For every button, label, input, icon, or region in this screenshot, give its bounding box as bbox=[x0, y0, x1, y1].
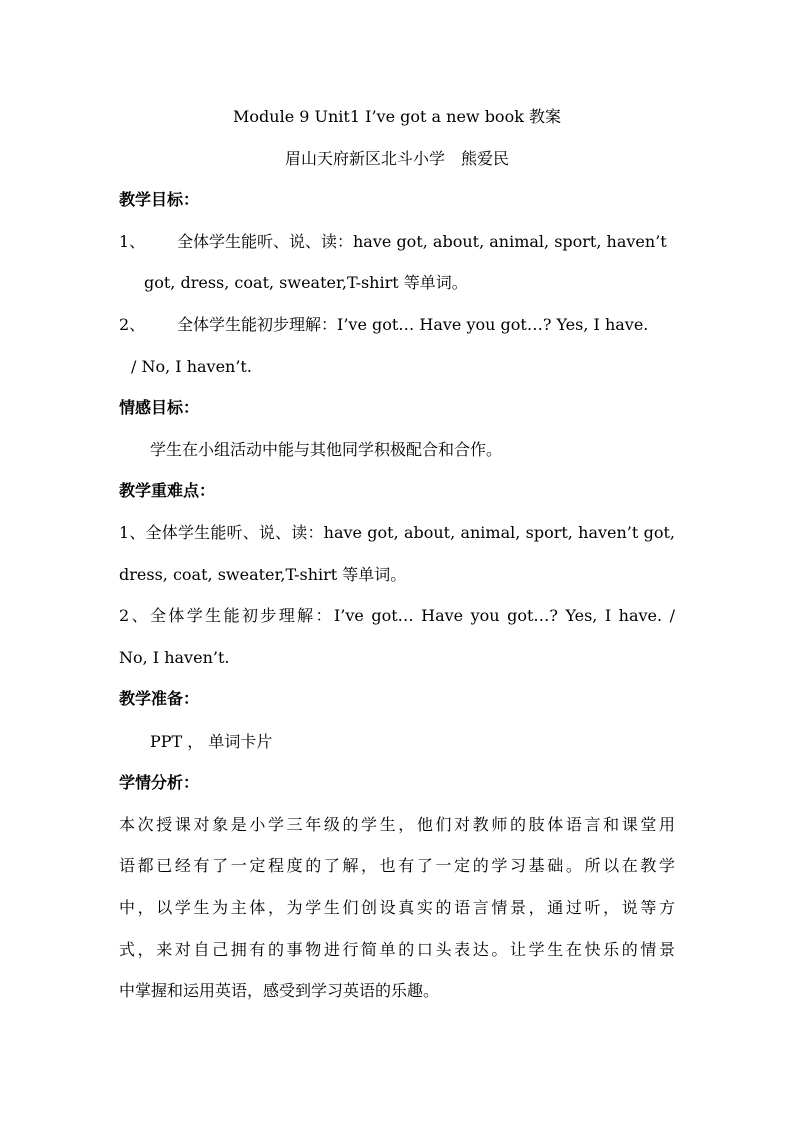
key-point-line-1: 1、全体学生能听、说、读：have got, about, animal, sport, haven’t got, bbox=[119, 523, 675, 542]
analysis-line-4: 式，来对自己拥有的事物进行简单的口头表达。让学生在快乐的情景 bbox=[119, 940, 675, 959]
preparation-text: PPT ， 单词卡片 bbox=[150, 732, 273, 751]
section-heading-analysis: 学情分析： bbox=[119, 773, 200, 792]
goal-item-1 bbox=[119, 231, 667, 253]
emotional-goals-text: 学生在小组活动中能与其他同学积极配合和合作。 bbox=[150, 440, 503, 459]
section-heading-emotional-goals: 情感目标： bbox=[119, 398, 200, 417]
key-point-line-3: 2、全体学生能初步理解：I’ve got… Have you got…? Yes, I have. / bbox=[119, 606, 675, 625]
analysis-line-2: 语都已经有了一定程度的了解，也有了一定的学习基础。所以在教学 bbox=[119, 856, 675, 875]
goal-item-1-number: 1、 bbox=[119, 232, 146, 251]
goal-item-2-number: 2、 bbox=[119, 315, 146, 334]
section-heading-key-points: 教学重难点： bbox=[119, 481, 216, 500]
document-title: Module 9 Unit1 I’ve got a new book 教案 bbox=[233, 107, 561, 126]
goal-item-2 bbox=[119, 314, 648, 336]
analysis-line-3: 中，以学生为主体，为学生们创设真实的语言情景，通过听，说等方 bbox=[119, 898, 675, 917]
section-heading-teaching-goals: 教学目标： bbox=[119, 190, 200, 209]
analysis-line-5: 中掌握和运用英语，感受到学习英语的乐趣。 bbox=[119, 981, 440, 1000]
goal-item-2-continuation: / No, I haven’t. bbox=[131, 357, 252, 376]
analysis-line-1: 本次授课对象是小学三年级的学生，他们对教师的肢体语言和课堂用 bbox=[119, 815, 675, 834]
author-line: 眉山天府新区北斗小学 熊爱民 bbox=[284, 149, 509, 168]
key-point-line-4: No, I haven’t. bbox=[119, 648, 230, 667]
section-heading-preparation: 教学准备： bbox=[119, 689, 200, 708]
goal-item-2-text: 全体学生能初步理解：I’ve got… Have you got…? Yes, I have. bbox=[177, 315, 649, 334]
key-point-line-2: dress, coat, sweater,T-shirt 等单词。 bbox=[119, 565, 407, 584]
goal-item-1-continuation: got, dress, coat, sweater,T-shirt 等单词。 bbox=[144, 273, 468, 292]
goal-item-1-text: 全体学生能听、说、读：have got, about, animal, sport, haven’t bbox=[177, 232, 667, 251]
